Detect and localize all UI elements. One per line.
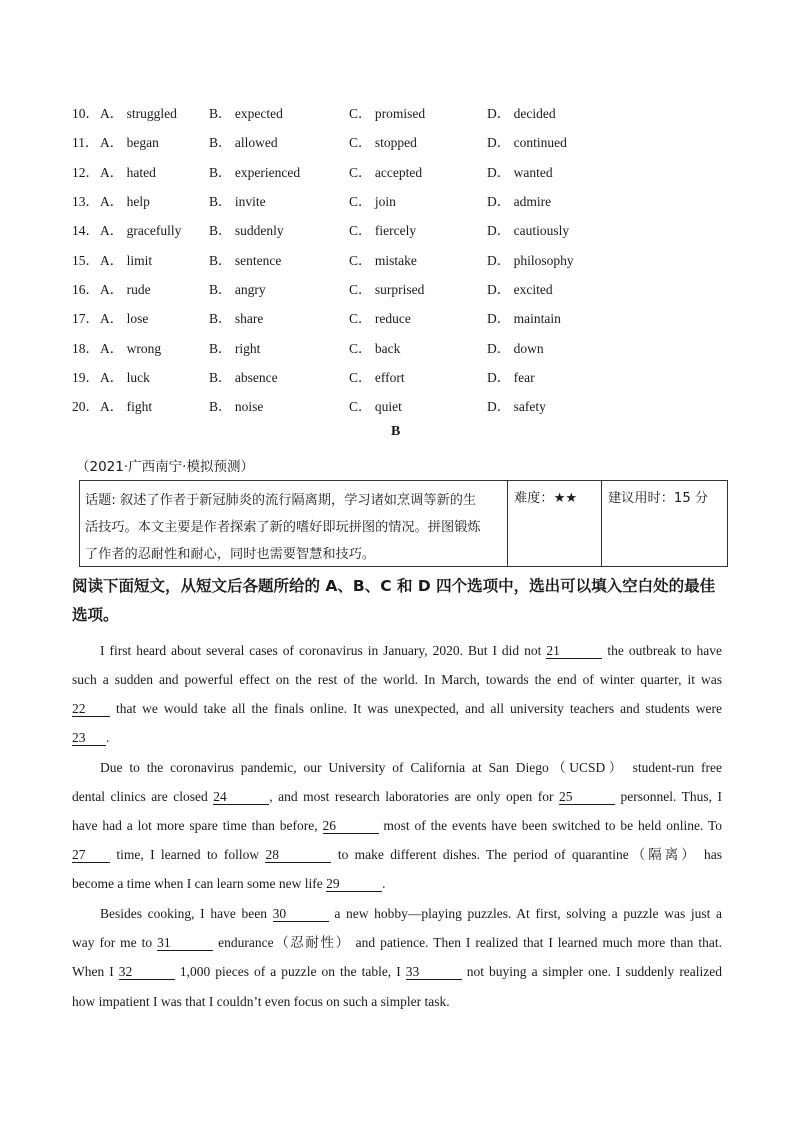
blank-32[interactable]: 32 [119, 964, 175, 980]
question-number: 11． [72, 135, 99, 150]
passage-line: way for me to 31 endurance（忍耐性） and patience. Then I realized that I learned much more than that. [72, 935, 723, 950]
option-c[interactable]: C． surprised [349, 282, 425, 297]
passage-line: such a sudden and powerful effect on the rest of the world. In March, towards the end of winter quarter, it was [72, 672, 722, 687]
passage-line: 27 time, I learned to follow 28 to make different dishes. The period of quarantine（隔离） has [72, 847, 723, 862]
instruction-text: 阅读下面短文，从短文后各题所给的 A、B、C 和 D 四个选项中，选出可以填入空白处的最佳选项。 [72, 577, 716, 624]
option-b[interactable]: B． sentence [209, 253, 282, 268]
passage-line: 22 that we would take all the finals online. It was unexpected, and all university teachers and students were [72, 701, 722, 716]
topic-line: 了作者的忍耐性和耐心，同时也需要智慧和技巧。 [85, 547, 376, 562]
option-b[interactable]: B． allowed [209, 135, 278, 150]
blank-30[interactable]: 30 [273, 906, 329, 922]
blank-27[interactable]: 27 [72, 847, 110, 863]
option-c[interactable]: C． back [349, 341, 401, 356]
blank-31[interactable]: 31 [157, 935, 213, 951]
option-d[interactable]: D． philosophy [487, 253, 574, 268]
blank-26[interactable]: 26 [323, 818, 379, 834]
difficulty-cell [508, 481, 602, 566]
option-b[interactable]: B． invite [209, 194, 266, 209]
option-a[interactable]: A． struggled [100, 106, 177, 121]
blank-24[interactable]: 24 [213, 789, 269, 805]
topic-line: 活技巧。本文主要是作者探索了新的嗜好即玩拼图的情况。拼图锻炼 [85, 520, 481, 535]
option-d[interactable]: D． admire [487, 194, 552, 209]
topic-cell [80, 481, 508, 566]
option-c[interactable]: C． join [349, 194, 396, 209]
option-b[interactable]: B． absence [209, 370, 278, 385]
option-row [72, 191, 592, 213]
option-d[interactable]: D． decided [487, 106, 556, 121]
star-icon: ★★ [553, 491, 578, 506]
option-c[interactable]: C． effort [349, 370, 405, 385]
topic-line: 话题: 叙述了作者于新冠肺炎的流行隔离期，学习诸如烹调等新的生 [85, 493, 477, 508]
option-c[interactable]: C． mistake [349, 253, 417, 268]
passage-line: how impatient I was that I couldn’t even focus on such a simpler task. [72, 994, 450, 1009]
blank-29[interactable]: 29 [326, 876, 382, 892]
option-b[interactable]: B． experienced [209, 165, 301, 180]
option-d[interactable]: D． continued [487, 135, 567, 150]
option-a[interactable]: A． rude [100, 282, 151, 297]
info-box [79, 480, 728, 567]
option-d[interactable]: D． excited [487, 282, 553, 297]
question-number: 19． [72, 370, 99, 385]
option-row [72, 250, 592, 272]
option-row [72, 220, 592, 242]
option-b[interactable]: B． suddenly [209, 223, 284, 238]
option-b[interactable]: B． expected [209, 106, 283, 121]
option-c[interactable]: C． promised [349, 106, 426, 121]
option-row [72, 279, 592, 301]
option-d[interactable]: D． maintain [487, 311, 561, 326]
question-number: 14． [72, 223, 99, 238]
blank-28[interactable]: 28 [265, 847, 331, 863]
option-b[interactable]: B． right [209, 341, 261, 356]
question-number: 16． [72, 282, 99, 297]
passage-line: dental clinics are closed 24 , and most research laboratories are only open for 25 personnel. Thus, I [72, 789, 723, 804]
option-c[interactable]: C． accepted [349, 165, 423, 180]
option-c[interactable]: C． fiercely [349, 223, 417, 238]
option-d[interactable]: D． cautiously [487, 223, 570, 238]
option-b[interactable]: B． noise [209, 399, 264, 414]
question-number: 15． [72, 253, 99, 268]
option-d[interactable]: D． wanted [487, 165, 553, 180]
option-d[interactable]: D． fear [487, 370, 535, 385]
passage-line: Besides cooking, I have been 30 a new hobby—playing puzzles. At first, solving a puzzle was just a [100, 906, 723, 921]
option-a[interactable]: A． limit [100, 253, 153, 268]
blank-25[interactable]: 25 [559, 789, 615, 805]
option-row [72, 162, 592, 184]
question-number: 10． [72, 106, 99, 121]
option-row [72, 396, 592, 418]
question-number: 17． [72, 311, 99, 326]
option-a[interactable]: A． lose [100, 311, 149, 326]
option-row [72, 103, 592, 125]
passage-line: When I 32 1,000 pieces of a puzzle on the table, I 33 not buying a simpler one. I suddenly realized [72, 964, 723, 979]
option-a[interactable]: A． help [100, 194, 150, 209]
option-row [72, 308, 592, 330]
option-a[interactable]: A． fight [100, 399, 153, 414]
option-c[interactable]: C． stopped [349, 135, 417, 150]
option-row [72, 132, 592, 154]
option-b[interactable]: B． angry [209, 282, 266, 297]
difficulty-label: 难度： [514, 491, 554, 506]
option-a[interactable]: A． wrong [100, 341, 162, 356]
option-a[interactable]: A． gracefully [100, 223, 182, 238]
blank-22[interactable]: 22 [72, 701, 110, 717]
option-c[interactable]: C． quiet [349, 399, 402, 414]
section-letter: B [391, 424, 401, 439]
question-number: 20． [72, 399, 99, 414]
source-label: （2021·广西南宁·模拟预测） [76, 459, 254, 475]
passage-line: become a time when I can learn some new life 29 . [72, 876, 386, 891]
passage-line: Due to the coronavirus pandemic, our University of California at San Diego（UCSD） student-run free [100, 760, 722, 775]
option-d[interactable]: D． safety [487, 399, 546, 414]
question-number: 18． [72, 341, 99, 356]
blank-23[interactable]: 23 [72, 730, 106, 746]
option-row [72, 338, 592, 360]
passage-line: I first heard about several cases of coronavirus in January, 2020. But I did not 21 the outbreak to have [100, 643, 723, 658]
option-a[interactable]: A． began [100, 135, 159, 150]
blank-21[interactable]: 21 [546, 643, 602, 659]
option-c[interactable]: C． reduce [349, 311, 411, 326]
option-a[interactable]: A． luck [100, 370, 150, 385]
option-d[interactable]: D． down [487, 341, 544, 356]
option-b[interactable]: B． share [209, 311, 264, 326]
question-number: 13． [72, 194, 99, 209]
passage-line: 23 . [72, 730, 110, 745]
option-row [72, 367, 592, 389]
passage-line: have had a lot more spare time than before, 26 most of the events have been switched to be held online. To [72, 818, 723, 833]
option-a[interactable]: A． hated [100, 165, 156, 180]
blank-33[interactable]: 33 [406, 964, 462, 980]
time-cell: 建议用时：15 分 [608, 491, 709, 506]
question-number: 12． [72, 165, 99, 180]
